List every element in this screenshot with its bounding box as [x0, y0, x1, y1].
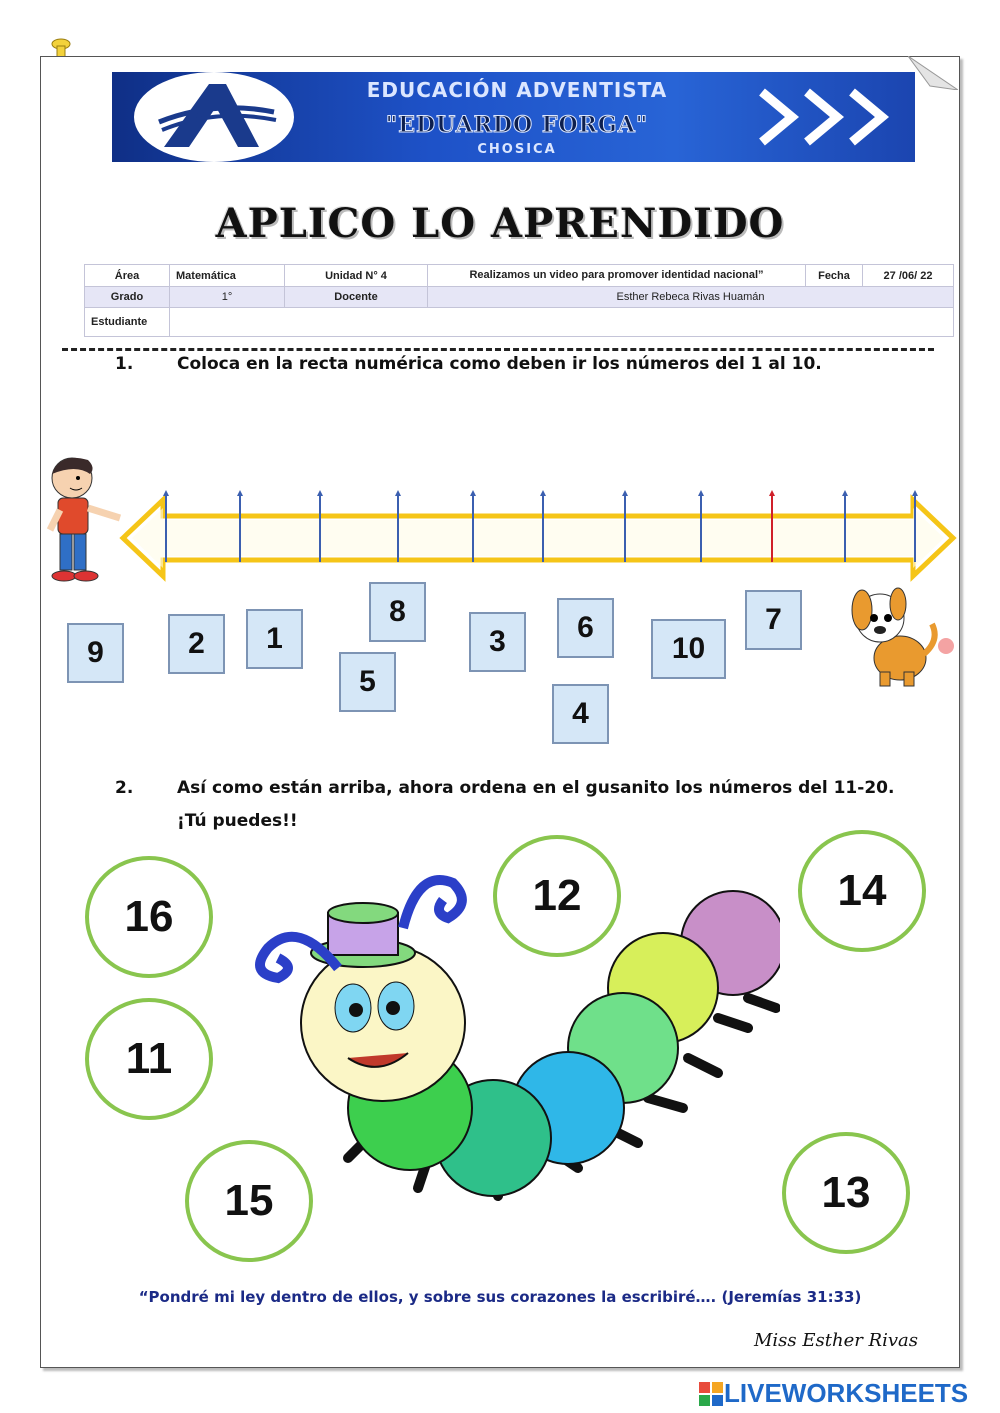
number-line-tick-arrow — [317, 490, 323, 496]
number-card-2[interactable]: 2 — [168, 614, 225, 674]
liveworksheets-brand: LIVEWORKSHEETS — [724, 1378, 969, 1408]
dog-illustration — [840, 580, 958, 688]
number-line-tick-arrow — [395, 490, 401, 496]
number-line-tick-arrow — [540, 490, 546, 496]
info-table — [84, 264, 954, 337]
liveworksheets-footer[interactable] — [698, 1378, 968, 1409]
docente-label: Docente — [285, 287, 428, 308]
number-card-8[interactable]: 8 — [369, 582, 426, 642]
number-line-tick-arrow — [769, 490, 775, 496]
school-banner — [112, 72, 915, 162]
number-card-1[interactable]: 1 — [246, 609, 303, 669]
number-line-tick-arrow — [622, 490, 628, 496]
divider — [62, 348, 934, 351]
bible-verse: “Pondré mi ley dentro de ellos, y sobre sus corazones la escribiré…. (Jeremías 31:33) — [138, 1288, 862, 1306]
number-card-3[interactable]: 3 — [469, 612, 526, 672]
question-1 — [115, 354, 915, 378]
fecha-label: Fecha — [806, 265, 863, 287]
estudiante-label: Estudiante — [85, 308, 170, 337]
number-line-tick-arrow — [698, 490, 704, 496]
antenna-right — [403, 880, 462, 928]
school-logo-icon — [134, 72, 294, 162]
number-circle-12[interactable]: 12 — [493, 835, 621, 957]
question-1-text: Coloca en la recta numérica como deben ir los números del 1 al 10. — [177, 354, 822, 374]
grado-label: Grado — [85, 287, 170, 308]
number-circle-13[interactable]: 13 — [782, 1132, 910, 1254]
question-1-number: 1. — [115, 354, 134, 374]
teacher-signature: Miss Esther Rivas — [753, 1330, 918, 1351]
number-line-tick-arrow — [163, 490, 169, 496]
chevrons-right-icon — [752, 77, 902, 157]
unidad-label: Unidad N° 4 — [285, 265, 428, 287]
number-circle-15[interactable]: 15 — [185, 1140, 313, 1262]
banner-city: CHOSICA — [477, 142, 557, 157]
number-circle-14[interactable]: 14 — [798, 830, 926, 952]
page-title: APLICO LO APRENDIDO — [215, 200, 785, 247]
docente-value: Esther Rebeca Rivas Huamán — [428, 287, 954, 308]
number-card-4[interactable]: 4 — [552, 684, 609, 744]
estudiante-input[interactable] — [170, 308, 954, 337]
number-card-6[interactable]: 6 — [557, 598, 614, 658]
number-line-tick-arrow — [237, 490, 243, 496]
number-card-5[interactable]: 5 — [339, 652, 396, 712]
number-line — [118, 488, 958, 588]
activity-title: Realizamos un video para promover identidad nacional” — [428, 265, 806, 287]
question-2 — [115, 778, 935, 838]
area-value: Matemática — [170, 265, 285, 287]
liveworksheets-logo-icon — [698, 1381, 724, 1407]
grado-value: 1° — [170, 287, 285, 308]
question-2-line2: ¡Tú puedes!! — [177, 811, 298, 831]
area-label: Área — [85, 265, 170, 287]
number-circle-11[interactable]: 11 — [85, 998, 213, 1120]
number-line-tick-arrow — [842, 490, 848, 496]
page-curl — [908, 56, 958, 90]
number-line-tick-arrow — [912, 490, 918, 496]
number-card-7[interactable]: 7 — [745, 590, 802, 650]
number-line-tick-arrow — [470, 490, 476, 496]
banner-school-name: "EDUARDO FORGA" — [385, 112, 649, 138]
question-2-line1: Así como están arriba, ahora ordena en el gusanito los números del 11-20. — [177, 778, 895, 798]
number-card-9[interactable]: 9 — [67, 623, 124, 683]
number-card-10[interactable]: 10 — [651, 619, 726, 679]
banner-line1: EDUCACIÓN ADVENTISTA — [366, 78, 668, 102]
question-2-number: 2. — [115, 778, 134, 798]
fecha-value: 27 /06/ 22 — [863, 265, 954, 287]
number-circle-16[interactable]: 16 — [85, 856, 213, 978]
boy-illustration — [40, 450, 130, 585]
school-logo-oval — [134, 72, 294, 162]
